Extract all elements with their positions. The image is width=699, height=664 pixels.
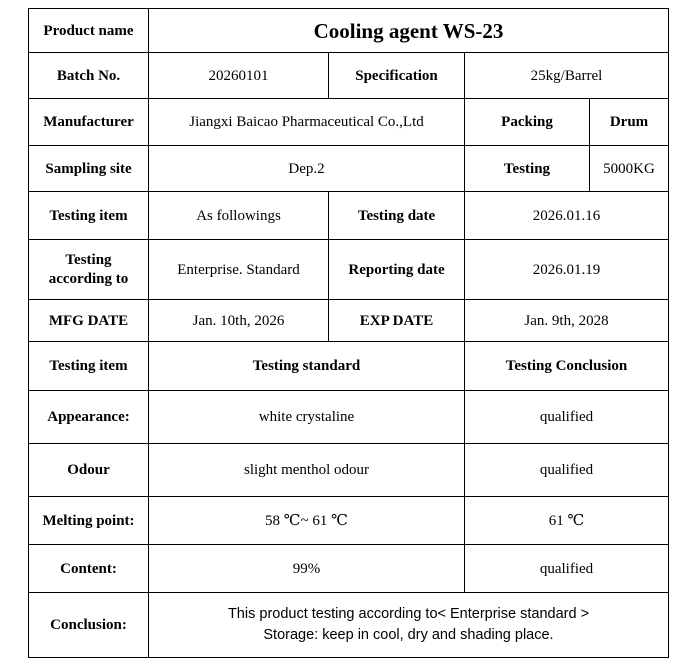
result-conclusion-appearance: qualified <box>464 390 669 444</box>
result-standard-melting-point: 58 ℃~ 61 ℃ <box>148 496 465 545</box>
mfg-date-value: Jan. 10th, 2026 <box>148 299 329 342</box>
exp-date-label: EXP DATE <box>328 299 465 342</box>
testing-value: 5000KG <box>589 145 669 192</box>
batch-no-value: 20260101 <box>148 52 329 99</box>
result-item-melting-point: Melting point: <box>28 496 149 545</box>
result-item-content: Content: <box>28 544 149 593</box>
testing-according-label-line-2: according to <box>48 270 129 287</box>
result-standard-content: 99% <box>148 544 465 593</box>
conclusion-label: Conclusion: <box>28 592 149 658</box>
testing-item-value: As followings <box>148 191 329 240</box>
specification-value: 25kg/Barrel <box>464 52 669 99</box>
testing-item-label: Testing item <box>28 191 149 240</box>
manufacturer-value: Jiangxi Baicao Pharmaceutical Co.,Ltd <box>148 98 465 146</box>
product-name-label: Product name <box>28 8 149 53</box>
testing-according-value: Enterprise. Standard <box>148 239 329 300</box>
results-header-item: Testing item <box>28 341 149 391</box>
specification-label: Specification <box>328 52 465 99</box>
sampling-site-value: Dep.2 <box>148 145 465 192</box>
certificate-of-analysis-table <box>28 8 669 658</box>
packing-label: Packing <box>464 98 590 146</box>
result-item-appearance: Appearance: <box>28 390 149 444</box>
result-item-odour: Odour <box>28 443 149 497</box>
testing-date-label: Testing date <box>328 191 465 240</box>
testing-according-label-line-1: Testing <box>65 251 112 268</box>
results-header-standard: Testing standard <box>148 341 465 391</box>
testing-label: Testing <box>464 145 590 192</box>
batch-no-label: Batch No. <box>28 52 149 99</box>
manufacturer-label: Manufacturer <box>28 98 149 146</box>
exp-date-value: Jan. 9th, 2028 <box>464 299 669 342</box>
testing-according-label <box>28 239 149 300</box>
results-header-conclusion: Testing Conclusion <box>464 341 669 391</box>
packing-value: Drum <box>589 98 669 146</box>
result-standard-odour: slight menthol odour <box>148 443 465 497</box>
result-conclusion-melting-point: 61 ℃ <box>464 496 669 545</box>
reporting-date-value: 2026.01.19 <box>464 239 669 300</box>
testing-date-value: 2026.01.16 <box>464 191 669 240</box>
result-standard-appearance: white crystaline <box>148 390 465 444</box>
conclusion-text <box>148 592 669 658</box>
conclusion-line-1: This product testing according to< Enterprise standard > <box>227 606 590 622</box>
result-conclusion-content: qualified <box>464 544 669 593</box>
mfg-date-label: MFG DATE <box>28 299 149 342</box>
conclusion-line-2: Storage: keep in cool, dry and shading place. <box>263 627 554 643</box>
result-conclusion-odour: qualified <box>464 443 669 497</box>
product-name-value: Cooling agent WS-23 <box>148 8 669 53</box>
sampling-site-label: Sampling site <box>28 145 149 192</box>
reporting-date-label: Reporting date <box>328 239 465 300</box>
